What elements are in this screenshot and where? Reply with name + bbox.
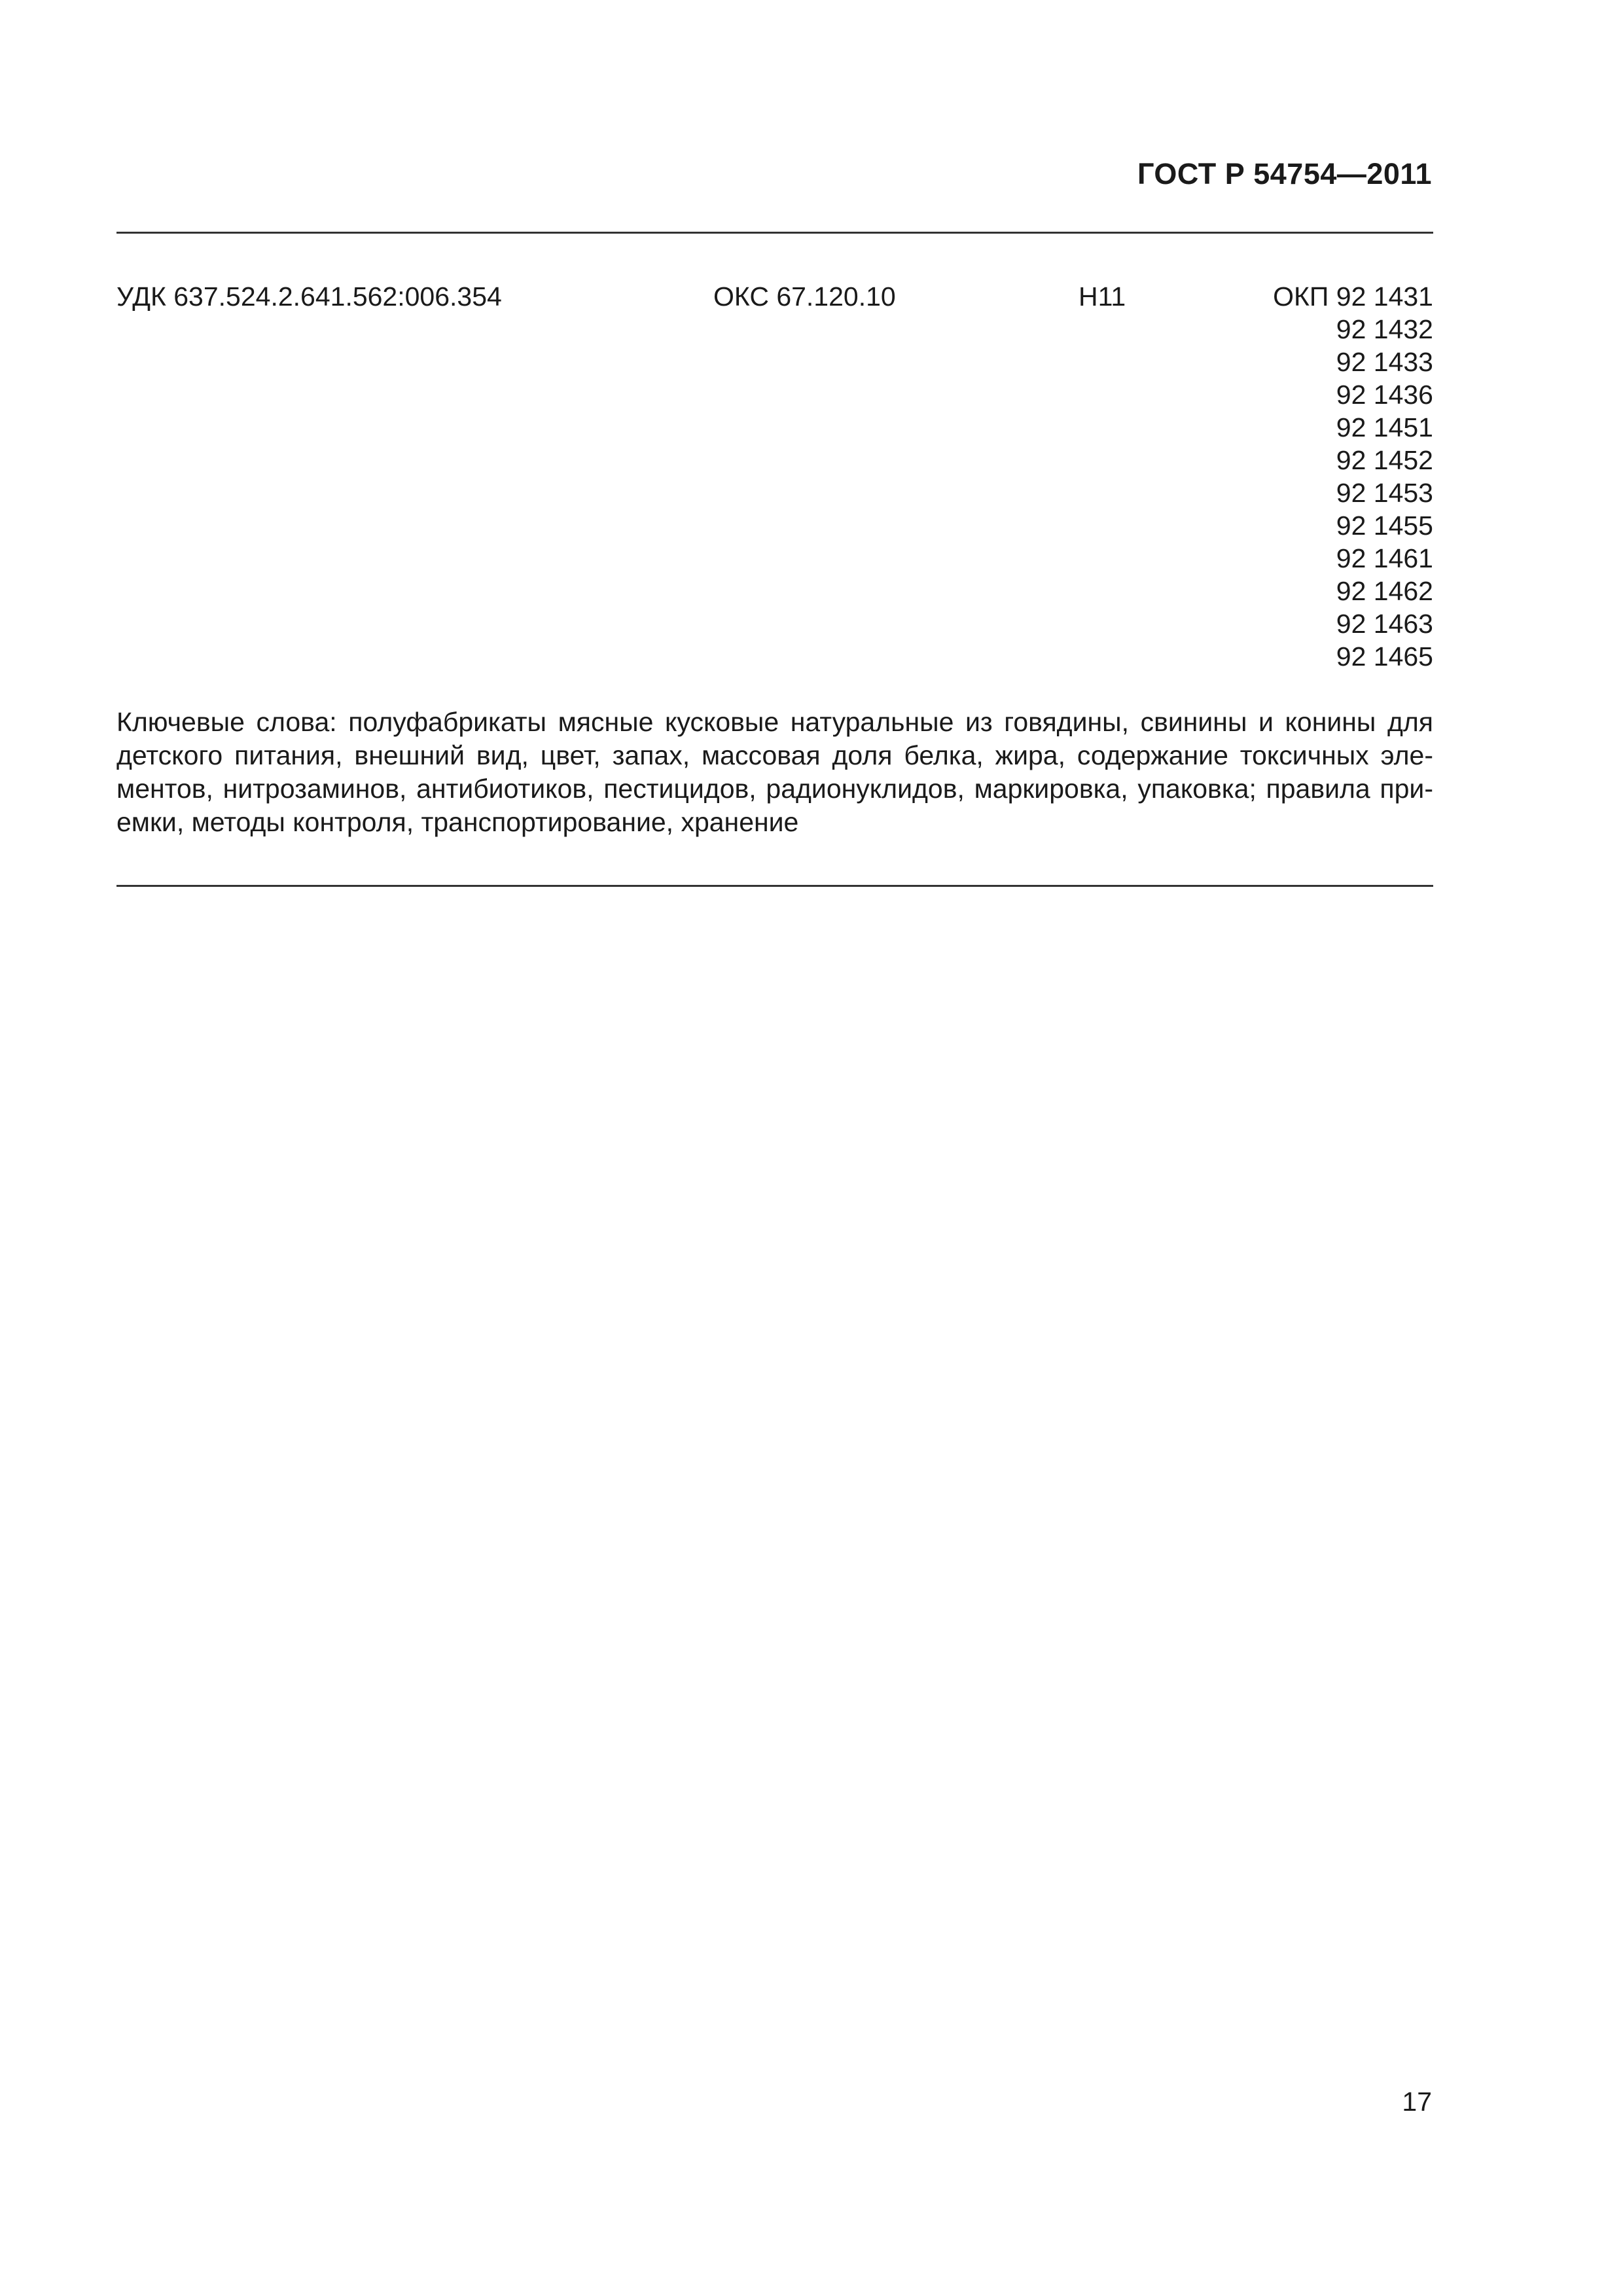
okp-prefix: ОКП <box>1273 281 1329 312</box>
okp-code: 92 1452 <box>1336 445 1433 475</box>
okp-code: 92 1436 <box>1336 380 1433 410</box>
okp-code: 92 1431 <box>1336 281 1433 312</box>
okp-code: 92 1463 <box>1336 609 1433 639</box>
okp-code: 92 1451 <box>1336 412 1433 442</box>
okp-code: 92 1432 <box>1336 314 1433 344</box>
okp-code: 92 1461 <box>1336 543 1433 573</box>
group-code: Н11 <box>1079 281 1126 312</box>
okp-code-first <box>1273 280 1433 313</box>
okp-code: 92 1465 <box>1336 641 1433 672</box>
okp-code: 92 1453 <box>1336 478 1433 508</box>
keywords-paragraph: Ключевые слова: полуфабрикаты мясные кусковые натуральные из говядины, свинины и конины для детского питания, внешний вид, цвет, запах, массовая доля белка, жира, содержание токсичных элементов, нитрозаминов, антибиотиков, пестицидов, радионуклидов, маркировка, упаковка; правила приемки, методы контроля, транспортирование, хранение <box>116 707 1433 837</box>
document-header-title: ГОСТ Р 54754—2011 <box>1137 157 1432 190</box>
top-divider <box>116 232 1433 234</box>
okp-code: 92 1462 <box>1336 576 1433 606</box>
okp-code: 92 1433 <box>1336 347 1433 377</box>
okp-code-list <box>1273 280 1433 673</box>
udk-code: УДК 637.524.2.641.562:006.354 <box>116 281 502 312</box>
classification-block <box>116 280 1433 686</box>
oks-code: ОКС 67.120.10 <box>713 281 896 312</box>
bottom-divider <box>116 885 1433 887</box>
okp-code: 92 1455 <box>1336 511 1433 541</box>
page-number: 17 <box>1402 2087 1432 2117</box>
